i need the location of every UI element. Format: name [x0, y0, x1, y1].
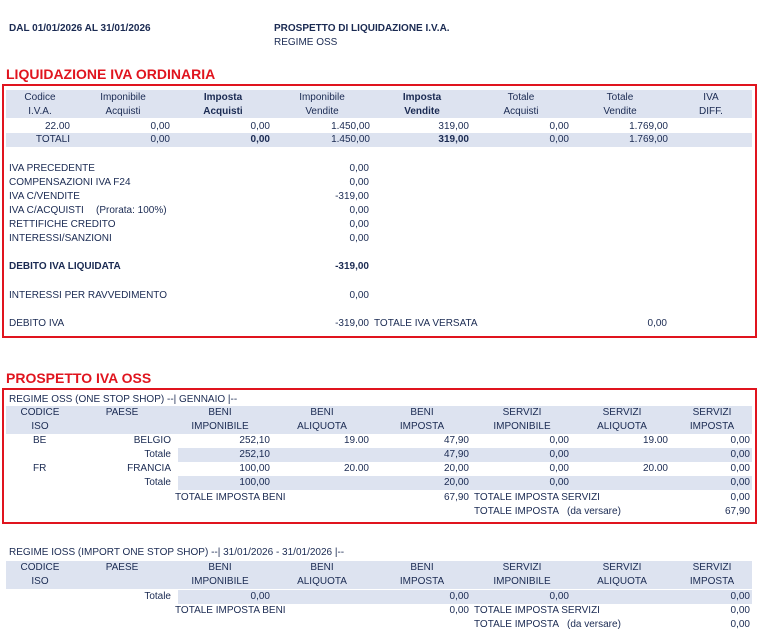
- cell-imponibile-vendite: 1.450,00: [331, 121, 370, 132]
- oss-subtotal-beni-imponibile: 252,10: [239, 449, 270, 460]
- interessi-ravvedimento-label: INTERESSI PER RAVVEDIMENTO: [9, 290, 167, 301]
- summary-value: 0,00: [349, 233, 369, 244]
- oss-cell-servizi-imposta: 0,00: [730, 435, 750, 446]
- oss-cell-paese: BELGIO: [133, 435, 171, 446]
- oss-subtotal-beni-imponibile: 100,00: [239, 477, 270, 488]
- oss-col-servizi-imposta: SERVIZI IMPOSTA: [689, 407, 735, 432]
- oss-subtotal-beni-imposta: 20,00: [443, 477, 469, 488]
- ioss-regime-line: REGIME IOSS (IMPORT ONE STOP SHOP) --| 31/01/2026 - 31/01/2026 |--: [9, 547, 345, 558]
- col-totale-vendite: Totale Vendite: [603, 92, 637, 117]
- ioss-totale-servizi-value: 0,00: [730, 605, 750, 616]
- summary-label: IVA C/ACQUISTI: [9, 205, 84, 216]
- interessi-ravvedimento-value: 0,00: [349, 290, 369, 301]
- debito-iva-value: -319,00: [335, 318, 369, 329]
- oss-subtotal-servizi-imposta: 0,00: [730, 449, 750, 460]
- totals-totale-vendite: 1.769,00: [629, 134, 668, 145]
- oss-col-servizi-aliquota: SERVIZI ALIQUOTA: [597, 407, 647, 432]
- oss-cell-servizi-imposta: 0,00: [730, 463, 750, 474]
- oss-subtotal-servizi-imponibile: 0,00: [549, 477, 569, 488]
- totals-imponibile-vendite: 1.450,00: [331, 134, 370, 145]
- ioss-total-label: Totale: [144, 591, 171, 602]
- oss-totale-imposta-value: 67,90: [724, 506, 750, 517]
- ioss-da-versare-note: (da versare): [567, 619, 621, 630]
- oss-col-beni-imposta: BENI IMPOSTA: [399, 407, 445, 432]
- ioss-totale-imposta-label: TOTALE IMPOSTA: [474, 619, 560, 630]
- col-imposta-vendite: Imposta Vendite: [402, 92, 442, 117]
- oss-cell-beni-imposta: 47,90: [443, 435, 469, 446]
- ioss-totale-beni-label: TOTALE IMPOSTA BENI: [175, 605, 286, 616]
- oss-totale-imposta-label: TOTALE IMPOSTA: [474, 506, 560, 517]
- totale-iva-versata-label: TOTALE IVA VERSATA: [374, 318, 478, 329]
- oss-col-paese: PAESE: [105, 407, 139, 418]
- oss-totale-servizi-value: 0,00: [730, 492, 750, 503]
- summary-value: 0,00: [349, 219, 369, 230]
- ioss-totale-servizi-label: TOTALE IMPOSTA SERVIZI: [474, 605, 600, 616]
- period-label: DAL 01/01/2026 AL 31/01/2026: [9, 23, 151, 34]
- oss-subtotal-label: Totale: [144, 477, 171, 488]
- summary-value: 0,00: [349, 163, 369, 174]
- ioss-total-beni-imposta: 0,00: [449, 591, 469, 602]
- col-imponibile-acquisti: Imponibile Acquisti: [100, 92, 146, 117]
- oss-cell-servizi-aliquota: 20.00: [642, 463, 668, 474]
- debito-liquidata-label: DEBITO IVA LIQUIDATA: [9, 261, 121, 272]
- ioss-col-paese: PAESE: [105, 562, 139, 573]
- oss-cell-beni-imponibile: 100,00: [239, 463, 270, 474]
- oss-cell-beni-aliquota: 20.00: [343, 463, 369, 474]
- ioss-col-servizi-imponibile: SERVIZI IMPONIBILE: [493, 562, 551, 587]
- cell-totale-acquisti: 0,00: [549, 121, 569, 132]
- col-codice-iva: Codice I.V.A.: [24, 92, 56, 117]
- summary-value: -319,00: [335, 191, 369, 202]
- summary-value: 0,00: [349, 177, 369, 188]
- prorata-note: (Prorata: 100%): [96, 205, 167, 216]
- oss-cell-iso: BE: [33, 435, 47, 446]
- cell-totale-vendite: 1.769,00: [629, 121, 668, 132]
- oss-cell-servizi-imponibile: 0,00: [549, 463, 569, 474]
- oss-cell-beni-aliquota: 19.00: [343, 435, 369, 446]
- oss-cell-beni-imposta: 20,00: [443, 463, 469, 474]
- oss-subtotal-label: Totale: [144, 449, 171, 460]
- oss-totale-beni-value: 67,90: [443, 492, 469, 503]
- oss-cell-servizi-aliquota: 19.00: [642, 435, 668, 446]
- ioss-col-servizi-imposta: SERVIZI IMPOSTA: [689, 562, 735, 587]
- col-totale-acquisti: Totale Acquisti: [503, 92, 539, 117]
- oss-cell-iso: FR: [33, 463, 47, 474]
- debito-liquidata-value: -319,00: [335, 261, 369, 272]
- summary-label: RETTIFICHE CREDITO: [9, 219, 116, 230]
- cell-imposta-acquisti: 0,00: [250, 121, 270, 132]
- cell-imponibile-acquisti: 0,00: [150, 121, 170, 132]
- cell-imposta-vendite: 319,00: [438, 121, 469, 132]
- summary-label: IVA PRECEDENTE: [9, 163, 95, 174]
- debito-iva-label: DEBITO IVA: [9, 318, 65, 329]
- report-subtitle: REGIME OSS: [274, 37, 338, 48]
- oss-totale-servizi-label: TOTALE IMPOSTA SERVIZI: [474, 492, 600, 503]
- oss-cell-paese: FRANCIA: [127, 463, 171, 474]
- oss-col-servizi-imponibile: SERVIZI IMPONIBILE: [493, 407, 551, 432]
- cell-codice-iva: 22.00: [44, 121, 70, 132]
- oss-da-versare-note: (da versare): [567, 506, 621, 517]
- ioss-col-servizi-aliquota: SERVIZI ALIQUOTA: [597, 562, 647, 587]
- ioss-col-codice-iso: CODICE ISO: [20, 562, 60, 587]
- oss-subtotal-servizi-imponibile: 0,00: [549, 449, 569, 460]
- oss-totale-beni-label: TOTALE IMPOSTA BENI: [175, 492, 286, 503]
- oss-cell-beni-imponibile: 252,10: [239, 435, 270, 446]
- ioss-total-servizi-imponibile: 0,00: [549, 591, 569, 602]
- col-imposta-acquisti: Imposta Acquisti: [203, 92, 243, 117]
- summary-label: COMPENSAZIONI IVA F24: [9, 177, 131, 188]
- oss-subtotal-servizi-imposta: 0,00: [730, 477, 750, 488]
- section-title-oss: PROSPETTO IVA OSS: [6, 370, 152, 386]
- ioss-total-beni-imponibile: 0,00: [250, 591, 270, 602]
- totals-label: TOTALI: [35, 134, 70, 145]
- oss-regime-line: REGIME OSS (ONE STOP SHOP) --| GENNAIO |--: [9, 394, 238, 405]
- oss-subtotal-beni-imposta: 47,90: [443, 449, 469, 460]
- oss-col-beni-aliquota: BENI ALIQUOTA: [297, 407, 347, 432]
- totals-imposta-vendite: 319,00: [438, 134, 469, 145]
- summary-label: IVA C/VENDITE: [9, 191, 80, 202]
- ioss-totale-beni-value: 0,00: [449, 605, 469, 616]
- report-title: PROSPETTO DI LIQUIDAZIONE I.V.A.: [274, 23, 450, 34]
- oss-col-beni-imponibile: BENI IMPONIBILE: [191, 407, 249, 432]
- ioss-col-beni-aliquota: BENI ALIQUOTA: [297, 562, 347, 587]
- totals-imposta-acquisti: 0,00: [250, 134, 270, 145]
- totals-totale-acquisti: 0,00: [549, 134, 569, 145]
- oss-col-codice-iso: CODICE ISO: [20, 407, 60, 432]
- col-iva-diff: IVA DIFF.: [699, 92, 723, 117]
- ioss-col-beni-imponibile: BENI IMPONIBILE: [191, 562, 249, 587]
- ioss-total-servizi-imposta: 0,00: [730, 591, 750, 602]
- section-title-ordinaria: LIQUIDAZIONE IVA ORDINARIA: [6, 66, 216, 82]
- col-imponibile-vendite: Imponibile Vendite: [299, 92, 345, 117]
- oss-cell-servizi-imponibile: 0,00: [549, 435, 569, 446]
- summary-label: INTERESSI/SANZIONI: [9, 233, 112, 244]
- ioss-col-beni-imposta: BENI IMPOSTA: [399, 562, 445, 587]
- ioss-totale-imposta-value: 0,00: [730, 619, 750, 630]
- summary-value: 0,00: [349, 205, 369, 216]
- totals-imponibile-acquisti: 0,00: [150, 134, 170, 145]
- totale-iva-versata-value: 0,00: [647, 318, 667, 329]
